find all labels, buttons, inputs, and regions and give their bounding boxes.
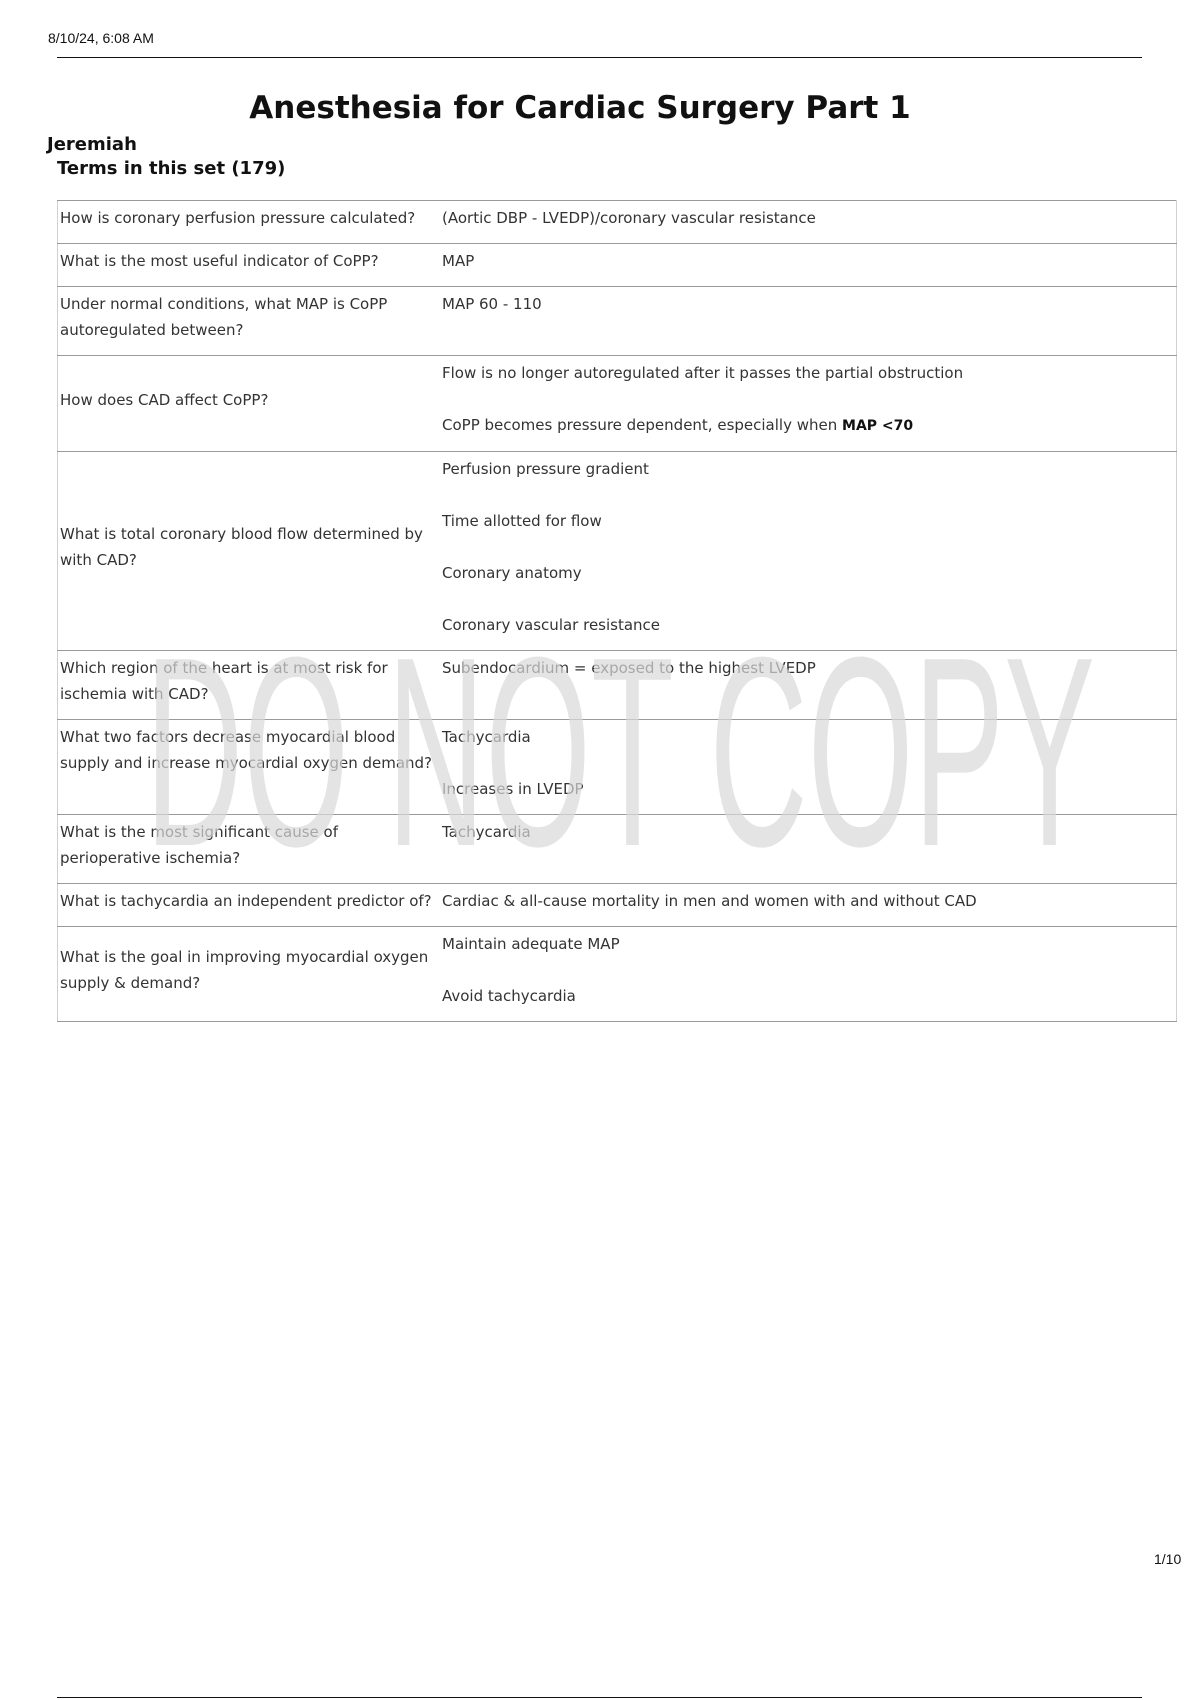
card-definition (440, 356, 1177, 452)
card-term: Under normal conditions, what MAP is CoPP autoregulated between? (58, 287, 441, 356)
author-name: Jeremiah (47, 134, 137, 155)
definition-line: (Aortic DBP - LVEDP)/coronary vascular resistance (442, 209, 816, 227)
definition-line: Flow is no longer autoregulated after it passes the partial obstruction (442, 364, 964, 382)
definition-line: Tachycardia (442, 823, 531, 841)
table-row (58, 201, 1177, 244)
definition-line: Perfusion pressure gradient (442, 460, 649, 478)
definition-line: Time allotted for flow (442, 512, 602, 530)
table-row (58, 651, 1177, 720)
definition-line: Avoid tachycardia (442, 987, 576, 1005)
card-term: What is total coronary blood flow determined by with CAD? (58, 452, 441, 651)
definition-line: Coronary anatomy (442, 564, 582, 582)
card-definition (440, 201, 1177, 244)
card-term: How is coronary perfusion pressure calculated? (58, 201, 441, 244)
flashcard-table (57, 200, 1177, 1022)
definition-text: CoPP becomes pressure dependent, especially when (442, 416, 843, 434)
card-definition (440, 815, 1177, 884)
card-definition (440, 884, 1177, 927)
definition-emphasis: MAP <70 (842, 418, 914, 434)
definition-line (442, 412, 1174, 439)
page-title: Anesthesia for Cardiac Surgery Part 1 (249, 90, 911, 126)
table-row (58, 927, 1177, 1022)
card-term: What is the goal in improving myocardial oxygen supply & demand? (58, 927, 441, 1022)
bottom-divider (57, 1697, 1142, 1698)
card-definition (440, 927, 1177, 1022)
page-number: 1/10 (1154, 1551, 1182, 1567)
table-row (58, 452, 1177, 651)
definition-line: Subendocardium = exposed to the highest LVEDP (442, 659, 816, 677)
definition-line: Increases in LVEDP (442, 780, 584, 798)
definition-line: MAP (442, 252, 475, 270)
definition-line: Tachycardia (442, 728, 531, 746)
table-row (58, 884, 1177, 927)
card-definition (440, 287, 1177, 356)
card-definition (440, 452, 1177, 651)
card-term: How does CAD affect CoPP? (58, 356, 441, 452)
watermark-text: DO NOT COPY (145, 630, 1095, 860)
card-term: What is tachycardia an independent predictor of? (58, 884, 441, 927)
print-timestamp: 8/10/24, 6:08 AM (48, 30, 154, 46)
table-row (58, 356, 1177, 452)
card-definition (440, 720, 1177, 815)
card-definition (440, 651, 1177, 720)
card-term: Which region of the heart is at most risk for ischemia with CAD? (58, 651, 441, 720)
card-definition (440, 244, 1177, 287)
definition-line: Coronary vascular resistance (442, 616, 661, 634)
table-row (58, 244, 1177, 287)
table-row (58, 720, 1177, 815)
card-term: What is the most useful indicator of CoPP? (58, 244, 441, 287)
top-divider (57, 57, 1142, 58)
definition-line: MAP 60 - 110 (442, 295, 542, 313)
terms-count: Terms in this set (179) (57, 158, 286, 179)
card-term: What two factors decrease myocardial blood supply and increase myocardial oxygen demand? (58, 720, 441, 815)
table-row (58, 815, 1177, 884)
card-term: What is the most significant cause of perioperative ischemia? (58, 815, 441, 884)
table-row (58, 287, 1177, 356)
definition-line: Cardiac & all-cause mortality in men and women with and without CAD (442, 892, 977, 910)
definition-line: Maintain adequate MAP (442, 935, 620, 953)
